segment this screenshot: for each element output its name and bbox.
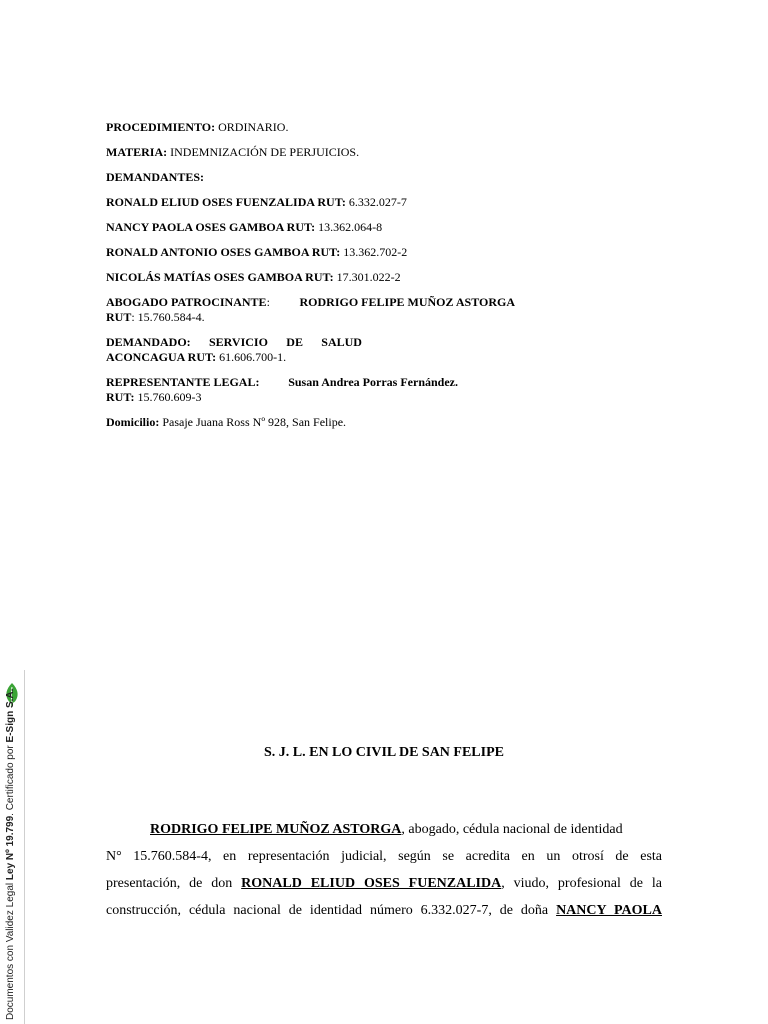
demandado-rut-value: 61.606.700-1.	[216, 350, 287, 364]
demandante-line	[106, 245, 526, 260]
domicilio-value: Pasaje Juana Ross Nº 928, San Felipe.	[159, 415, 347, 429]
representante-line	[106, 375, 458, 390]
procedimiento-value: ORDINARIO.	[215, 120, 289, 134]
body-line	[106, 897, 662, 924]
demandante-name: RONALD ANTONIO OSES GAMBOA RUT:	[106, 245, 341, 259]
materia-line	[106, 145, 526, 160]
demandante-line	[106, 270, 526, 285]
demandante-rut: 6.332.027-7	[345, 195, 407, 209]
demandante-line	[106, 195, 526, 210]
demandado-word: DE	[286, 335, 303, 349]
body-line	[106, 816, 662, 843]
certification-issuer: E-Sign S.A.	[5, 688, 16, 743]
abogado-label: ABOGADO PATROCINANTE	[106, 295, 267, 309]
materia-value: INDEMNIZACIÓN DE PERJUICIOS.	[167, 145, 360, 159]
demandado-line	[106, 335, 362, 350]
representante-label: REPRESENTANTE LEGAL:	[106, 375, 260, 389]
demandante-name: NICOLÁS MATÍAS OSES GAMBOA RUT:	[106, 270, 334, 284]
procedimiento-line	[106, 120, 526, 135]
body-text: construcción, cédula nacional de identidad número 6.332.027-7, de doña	[106, 903, 557, 918]
demandado-rut-line	[106, 350, 362, 365]
demandante-name: NANCY PAOLA OSES GAMBOA RUT:	[106, 220, 316, 234]
domicilio-label: Domicilio:	[106, 415, 160, 429]
demandante-name: RONALD ELIUD OSES FUENZALIDA RUT:	[106, 195, 346, 209]
demandante-rut: 17.301.022-2	[333, 270, 401, 284]
certification-text-part: . Certificado por	[5, 742, 16, 816]
demandante-rut: 13.362.064-8	[315, 220, 383, 234]
abogado-line	[106, 295, 515, 310]
body-paragraph	[106, 816, 662, 924]
client-name: NANCY PAOLA	[556, 903, 662, 918]
sidebar-divider	[24, 670, 25, 1024]
abogado-rut-line	[106, 310, 526, 325]
demandante-rut: 13.362.702-2	[340, 245, 408, 259]
certification-text	[5, 689, 17, 1020]
client-name: RONALD ELIUD OSES FUENZALIDA	[241, 876, 502, 891]
certification-law: Ley Nº 19.799	[5, 815, 16, 881]
demandado-rut-label: ACONCAGUA RUT:	[106, 350, 217, 364]
demandantes-label: DEMANDANTES:	[106, 170, 205, 184]
body-line	[106, 870, 662, 897]
court-title: S. J. L. EN LO CIVIL DE SAN FELIPE	[263, 745, 504, 760]
representante-rut-label: RUT:	[106, 390, 135, 404]
representante-block	[106, 375, 526, 405]
representante-name: Susan Andrea Porras Fernández.	[288, 375, 458, 389]
certification-text-part: Documentos con Validez Legal	[5, 880, 16, 1020]
representante-rut-line	[106, 390, 526, 405]
body-text: , abogado, cédula nacional de identidad	[401, 822, 623, 837]
demandado-block	[106, 335, 362, 365]
demandado-word: SERVICIO	[209, 335, 268, 349]
abogado-rut-label: RUT	[106, 310, 132, 324]
body-line	[106, 843, 662, 870]
body-text: N° 15.760.584-4, en representación judicial, según se acredita en un otrosí de esta	[106, 849, 662, 864]
demandante-line	[106, 220, 526, 235]
demandado-word: DEMANDADO:	[106, 335, 191, 349]
materia-label: MATERIA:	[106, 145, 168, 159]
demandado-word: SALUD	[321, 335, 362, 349]
abogado-colon: :	[266, 295, 270, 309]
abogado-block	[106, 295, 526, 325]
procedimiento-label: PROCEDIMIENTO:	[106, 120, 216, 134]
abogado-rut-value: : 15.760.584-4.	[131, 310, 205, 324]
abogado-name: RODRIGO FELIPE MUÑOZ ASTORGA	[299, 295, 515, 309]
domicilio-line	[106, 415, 526, 430]
lawyer-name: RODRIGO FELIPE MUÑOZ ASTORGA	[150, 822, 402, 837]
body-text: , viudo, profesional de la	[501, 876, 663, 891]
case-header	[106, 120, 526, 440]
representante-rut-value: 15.760.609-3	[134, 390, 202, 404]
body-text: presentación, de don	[106, 876, 242, 891]
